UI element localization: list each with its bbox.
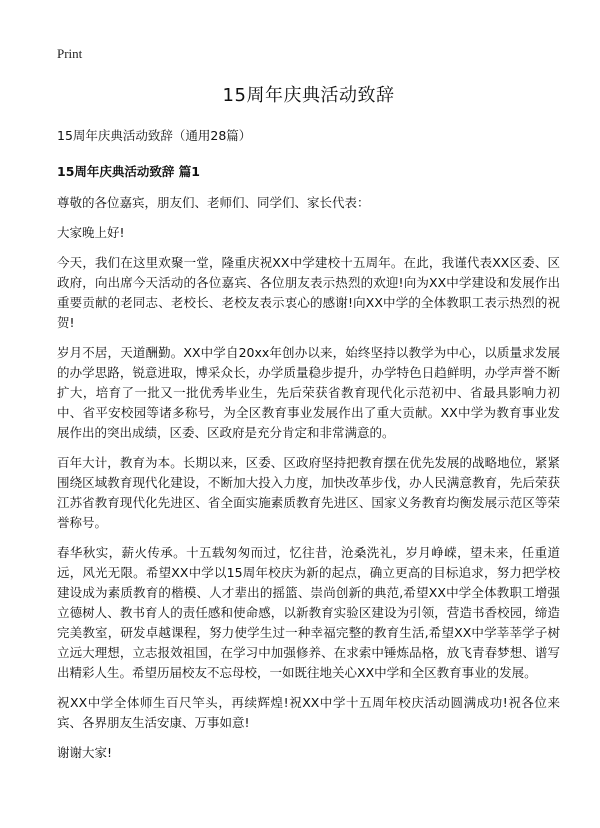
paragraph-wishes: 祝XX中学全体师生百尺竿头，再续辉煌!祝XX中学十五周年校庆活动圆满成功!祝各位来宾、各界朋友生活安康、万事如意! xyxy=(57,695,560,730)
section-title: 15周年庆典活动致辞 篇1 xyxy=(57,164,200,179)
print-label[interactable]: Print xyxy=(57,46,83,61)
paragraph-hopes: 春华秋实，薪火传承。十五载匆匆而过，忆往昔，沧桑洗礼，岁月峥嵘，望未来，任重道远，风光无限。希望XX中学以15周年校庆为新的起点，确立更高的目标追求，努力把学校建设成为素质教育的楷模、人才辈出的摇篮、崇尚创新的典范,希望XX中学全体教职工增强立德树人、教书育人的责任感和使命感，以新教育实验区建设为引领，营造书香校园，缔造完美教室，研发卓越课程，努力使学生过一种幸福完整的教育生活,希望XX中学莘莘学子树立远大理想，立志报效祖国，在学习中加强修养、在求索中锤炼品格，放飞青春梦想、谱写出精彩人生。希望历届校友不忘母校，一如既往地关心XX中学和全区教育事业的发展。 xyxy=(57,545,560,680)
document-title: 15周年庆典活动致辞 xyxy=(222,85,395,106)
paragraph-thanks: 谢谢大家! xyxy=(57,745,113,760)
paragraph-opening: 大家晚上好! xyxy=(57,225,125,240)
document-subtitle: 15周年庆典活动致辞（通用28篇） xyxy=(57,128,252,143)
paragraph-history: 岁月不居，天道酬勤。XX中学自20xx年创办以来，始终坚持以教学为中心，以质量求发展的办学思路，锐意进取，博采众长，办学质量稳步提升，办学特色日趋鲜明，办学声誉不断扩大，培育了一批又一批优秀毕业生，先后荣获省教育现代化示范初中、省最具影响力初中、省平安校园等诸多称号，为全区教育事业发展作出了重大贡献。XX中学为教育事业发展作出的突出成绩，区委、区政府是充分肯定和非常满意的。 xyxy=(57,345,560,440)
paragraph-welcome: 今天，我们在这里欢聚一堂，隆重庆祝XX中学建校十五周年。在此，我谨代表XX区委、区政府，向出席今天活动的各位嘉宾、各位朋友表示热烈的欢迎!向为XX中学建设和发展作出重要贡献的老同志、老校长、老校友表示衷心的感谢!向XX中学的全体教职工表示热烈的祝贺! xyxy=(57,255,560,330)
paragraph-education: 百年大计，教育为本。长期以来，区委、区政府坚持把教育摆在优先发展的战略地位，紧紧围绕区域教育现代化建设，不断加大投入力度，加快改革步伐，办人民满意教育，先后荣获江苏省教育现代化先进区、省全面实施素质教育先进区、国家义务教育均衡发展示范区等荣誉称号。 xyxy=(57,455,560,530)
paragraph-greeting: 尊敬的各位嘉宾，朋友们、老师们、同学们、家长代表： xyxy=(57,195,370,210)
